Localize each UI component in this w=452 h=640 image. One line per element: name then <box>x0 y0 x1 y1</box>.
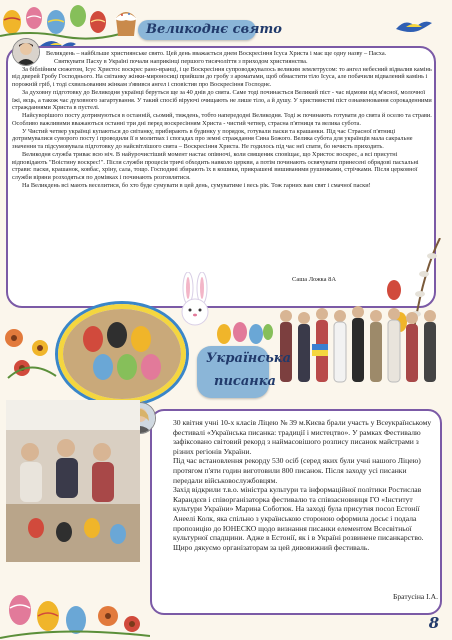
paragraph: Святкувати Пасху в Україні почали наприкінці першого тисячоліття з приходом християнства. <box>54 57 308 65</box>
paragraph: Великдень – найбільше християнське свято. Цей день вважається днем Воскресіння Ісуса Христа і має ще одну назву – Пасха. <box>46 50 387 57</box>
paragraph: У Чистий четвер українці купаються до світанку, прибирають в будинку у порядок, готували паски та крашанки. Під час Страсної п'ятниці дотримувалися суворого посту і проводили її в молитвах і спогадах про земні страждання Сина Божого. Велика субота для українців мала сакральне значення та підсумовувала підготовку до найсвітлішого свята – Воскресіння Христа. Не годилось під час неї спати, бо нечисть приходить. <box>12 127 413 150</box>
paragraph: На Великдень всі мають веселитися, бо хто буде сумувати в цей день, сумуватиме і весь рік. Тож гарних вам свят і смачної паски! <box>22 181 371 189</box>
paragraph: Під час встановлення рекорду 530 осіб (серед яких були учні нашого Ліцею) протягом п'яти годин виготовили 800 писанок. Після заходу усі писанки передали військовослужбовцям. <box>173 456 421 485</box>
easter-bread-icon <box>112 4 140 38</box>
group-photo <box>272 296 448 396</box>
page-number: 8 <box>428 614 440 632</box>
article-text <box>12 50 432 190</box>
easter-eggs-decoration <box>214 318 274 348</box>
section-title: Українська <box>206 351 291 366</box>
section-title: писанка <box>214 374 276 389</box>
bird-icon <box>392 15 436 37</box>
paragraph: За біблійним сюжетом, Ісус Христос воскрес рано-вранці, і це Воскресіння супроводжувалось великим землетрусом: то ангел небесний відвалив камінь від дверей Гробу Господнього. На світанку жінки-мироносиці прийшли до гробу з ароматами, щоб обмастити тіло Ісуса, але побачили відвалений камінь і порожній гріб, і тоді схвильованим жінкам з'явився ангел і сповістив про Воскресіння Господнє. <box>12 65 432 88</box>
article-text <box>173 418 435 552</box>
paragraph: 30 квітня учні 10-х класів Ліцею № 39 м.Києва брали участь у Всеукраїнському фестивалі «Українська писанка: традиції і мистецтво». У рамках Фестивалю зафіксовано світовий рекорд з наймасовішого розпису писанок майстрами з різних регіонів України. <box>173 418 432 456</box>
paragraph: Найсуворішого посту дотримуються в останній, сьомий, тиждень, тобто напередодні Великодня. Тоді ж починають готувати до свята й оселю та страви. Особливо важливими вважаються останні три дні перед воскресінням Христа - чистий четвер, страсна п'ятниця та велика субота. <box>12 112 432 127</box>
flowers-decoration <box>0 560 150 640</box>
paragraph: Великодня служба триває всю ніч. В найурочистіший момент настає опівночі, коли священик сповіщає, що Христос воскрес, а всі присутні відповідають "Воістину воскрес!". Після служби процесія тричі обходить навколо церкви, а потім починають освячувати принесені обрядові пасхальні страви: паски, крашанок, ковбас, хріну, сала, тощо. Господині збирають їх в кошики, прикрашені вишиваними рушниками, стрічками. Після церковної служби віряни розходяться по домівках і починають розговлятися. <box>12 150 419 181</box>
page-title: Великоднє свято <box>146 22 282 37</box>
flowers-decoration <box>0 318 64 388</box>
workshop-photo <box>6 400 140 562</box>
paragraph: Захід відкрили т.в.о. міністра культури та інформаційної політики Ростислав Карандєєв і співорганізаторка фестивалю та співзасновниця ГО «Інститут культури України» Марина Соботюк. На заході була присутня посол Естонії Анеелі Колк, яка спільно з українською стороною оформила досьє і подала пропозицію до ЮНЕСКО щодо визнання писанки елементом Всесвітньої культурної спадщини. Адже в Естонії, як і в Україні розвинене писанкарство. <box>173 485 424 543</box>
author-signature: Братусіна І.А. <box>393 592 438 601</box>
author-signature: Саша Ложка 8А <box>292 276 337 283</box>
paragraph: За духовну підготовку до Великодня українці беруться ще за 40 днів до свята. Саме тоді починається Великий піст - час відмови від м'ясної, молочної їжі, яєць, а також час духовного загартування. У такий спосіб віруючі очищають не лише тіло, а й душу. У християнстві піст ознаменовання сорокаденними стражданнями Христа в пустелі. <box>12 88 432 112</box>
paragraph: Щиро дякуємо організаторам за цей дивовижний фестиваль. <box>173 542 370 552</box>
easter-eggs-photo <box>58 304 186 404</box>
